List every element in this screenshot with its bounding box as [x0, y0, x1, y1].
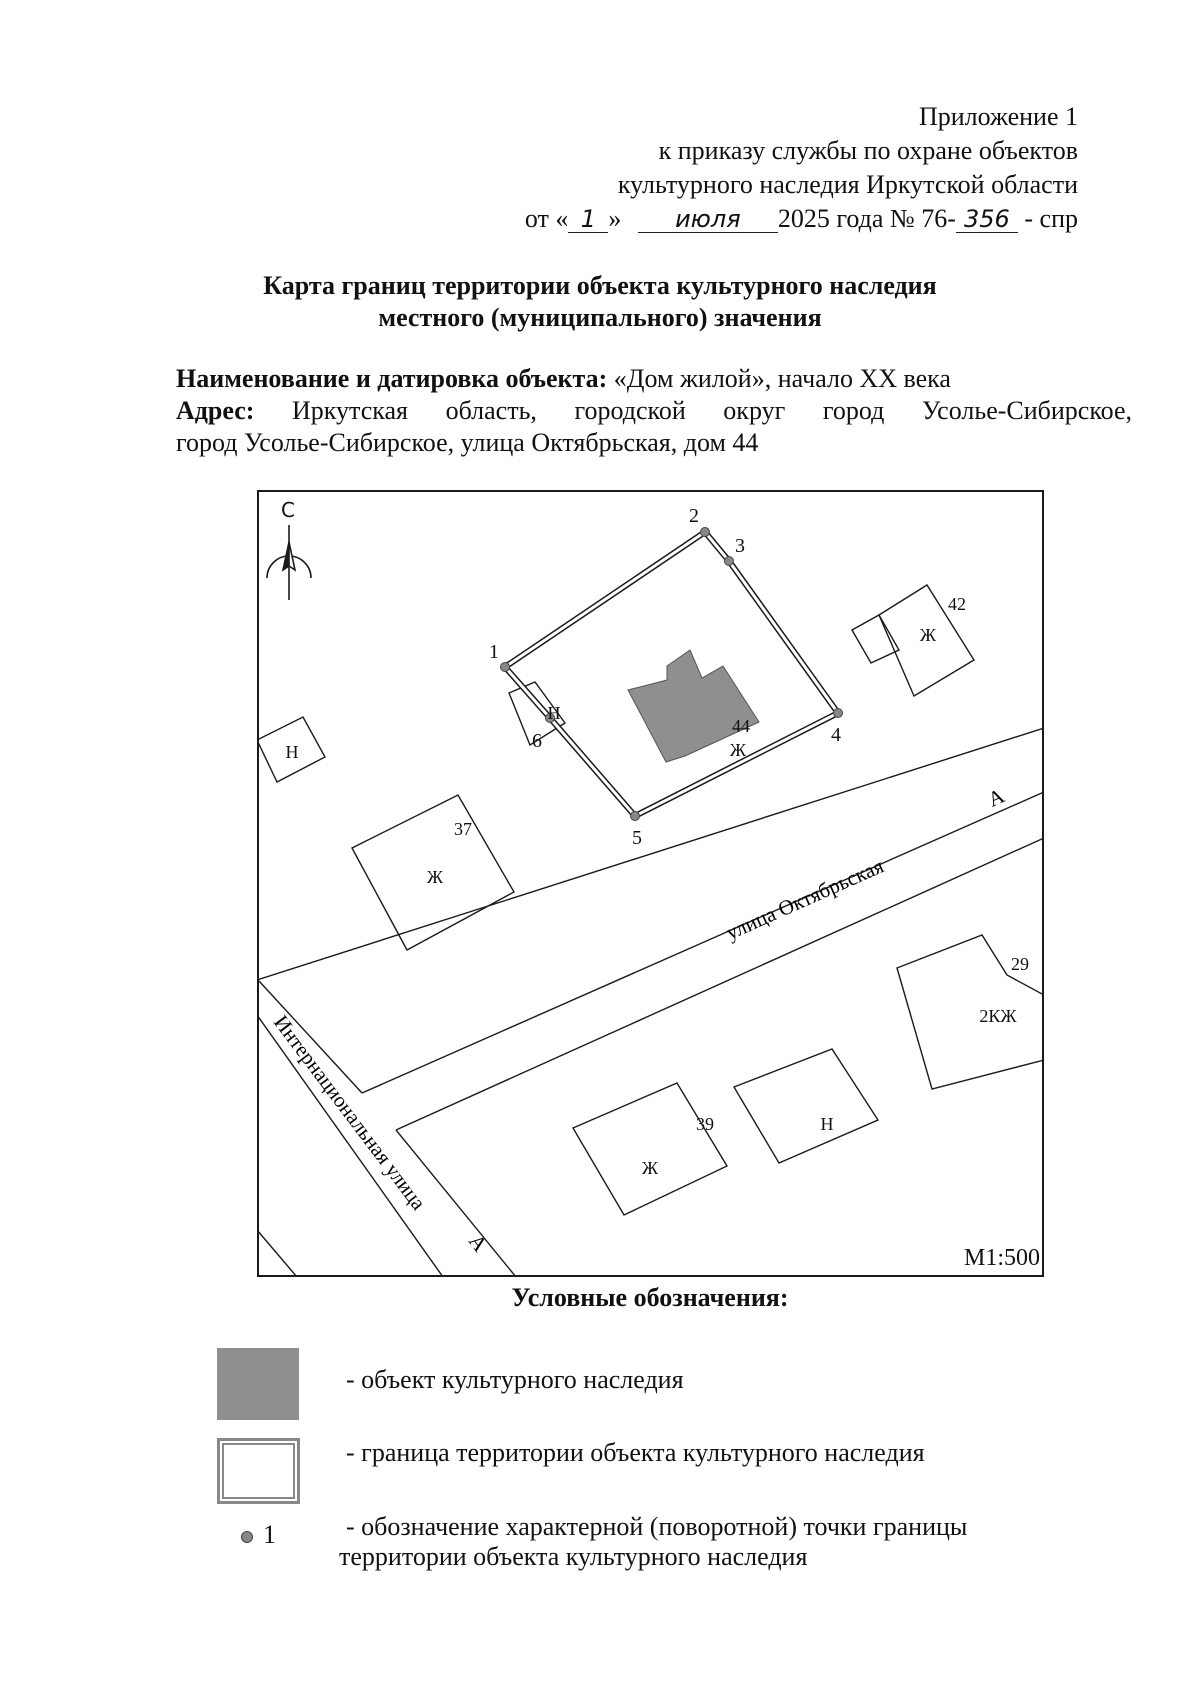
legend-swatch-heritage: [217, 1348, 299, 1420]
building-n-south-type: Н: [820, 1114, 834, 1134]
order-date-line: [525, 202, 1078, 235]
street-edge-oktyabrskaya-north: [257, 728, 1044, 980]
order-month: июля: [638, 206, 778, 233]
address-value-1: Иркутская область, городской округ город Усолье-Сибирское,: [292, 396, 1132, 425]
map-title-line1: Карта границ территории объекта культурного наследия: [263, 271, 937, 300]
legend-heritage-text: - объект культурного наследия: [346, 1365, 684, 1394]
object-address-line2: город Усолье-Сибирское, улица Октябрьская, дом 44: [176, 428, 759, 457]
boundary-point-label-4: 4: [831, 724, 841, 746]
order-authority-line: культурного наследия Иркутской области: [617, 170, 1078, 199]
building-42-type: Ж: [919, 625, 937, 645]
legend-boundary-text: - граница территории объекта культурного наследия: [346, 1438, 925, 1467]
boundary-point-label-5: 5: [632, 827, 642, 849]
building-39-number: 39: [696, 1114, 714, 1134]
north-label: С: [281, 498, 295, 522]
boundary-point-label-3: 3: [735, 535, 745, 557]
legend-point-sample: 1: [263, 1520, 276, 1549]
legend-swatch-boundary: [217, 1438, 300, 1504]
boundary-point-1: [501, 663, 510, 672]
building-39-type: Ж: [641, 1158, 659, 1178]
building-n-on-plot-type: Н: [547, 703, 561, 723]
building-44-type: Ж: [729, 740, 747, 760]
legend-point-icon: [241, 1531, 253, 1543]
street-edge-south-block: [396, 838, 1044, 1130]
order-ref-line: к приказу службы по охране объектов: [658, 136, 1078, 165]
order-number: 356: [956, 206, 1018, 233]
building-39: [573, 1083, 727, 1215]
date-mid: »: [608, 204, 622, 233]
boundary-point-label-2: 2: [689, 505, 699, 527]
legend-title: Условные обозначения:: [511, 1283, 789, 1312]
legend-point-text-2: территории объекта культурного наследия: [339, 1542, 808, 1571]
boundary-point-label-1: 1: [489, 641, 499, 663]
building-42-number: 42: [948, 594, 966, 614]
street-edge-intl-lower: [257, 1015, 443, 1277]
street-label-internatsionalnaya: Интернациональная улица: [269, 1010, 431, 1215]
building-37-type: Ж: [426, 867, 444, 887]
object-name: [176, 364, 1132, 394]
order-year: 2025 года № 76-: [777, 204, 956, 233]
object-name-label: Наименование и датировка объекта:: [176, 364, 608, 393]
street-label-oktyabrskaya: улица Октябрьская: [722, 853, 888, 945]
boundary-point-5: [631, 812, 640, 821]
order-suffix: - спр: [1024, 204, 1078, 233]
object-name-value: «Дом жилой», начало XX века: [613, 364, 951, 393]
boundary-point-3: [725, 557, 734, 566]
building-n-west-type: Н: [285, 742, 299, 762]
building-42-outbuilding: [852, 615, 899, 663]
address-label: Адрес:: [176, 396, 255, 425]
building-29-number: 29: [1011, 954, 1029, 974]
object-address-line1: [176, 396, 1132, 426]
boundary-point-2: [701, 528, 710, 537]
legend-point-text-1: - обозначение характерной (поворотной) точки границы: [346, 1512, 968, 1541]
boundary-point-4: [834, 709, 843, 718]
building-n-south: [734, 1049, 878, 1163]
building-37-number: 37: [454, 819, 472, 839]
building-44-number: 44: [732, 716, 750, 736]
order-day: 1: [568, 206, 608, 233]
boundary-map: [257, 490, 1044, 1277]
north-arrow-icon: [267, 525, 311, 600]
street-marker-a-oktyabrskaya: А: [984, 783, 1008, 812]
building-29-type: 2КЖ: [979, 1006, 1017, 1026]
map-title-line2: местного (муниципального) значения: [378, 303, 822, 332]
map-scale: М1:500: [963, 1245, 1040, 1271]
boundary-point-label-6: 6: [532, 730, 542, 752]
date-prefix: от «: [524, 204, 569, 233]
street-edge-intl-corner: [257, 1230, 297, 1277]
street-marker-a-internatsionalnaya: А: [464, 1229, 493, 1257]
appendix-label: Приложение 1: [918, 102, 1078, 131]
